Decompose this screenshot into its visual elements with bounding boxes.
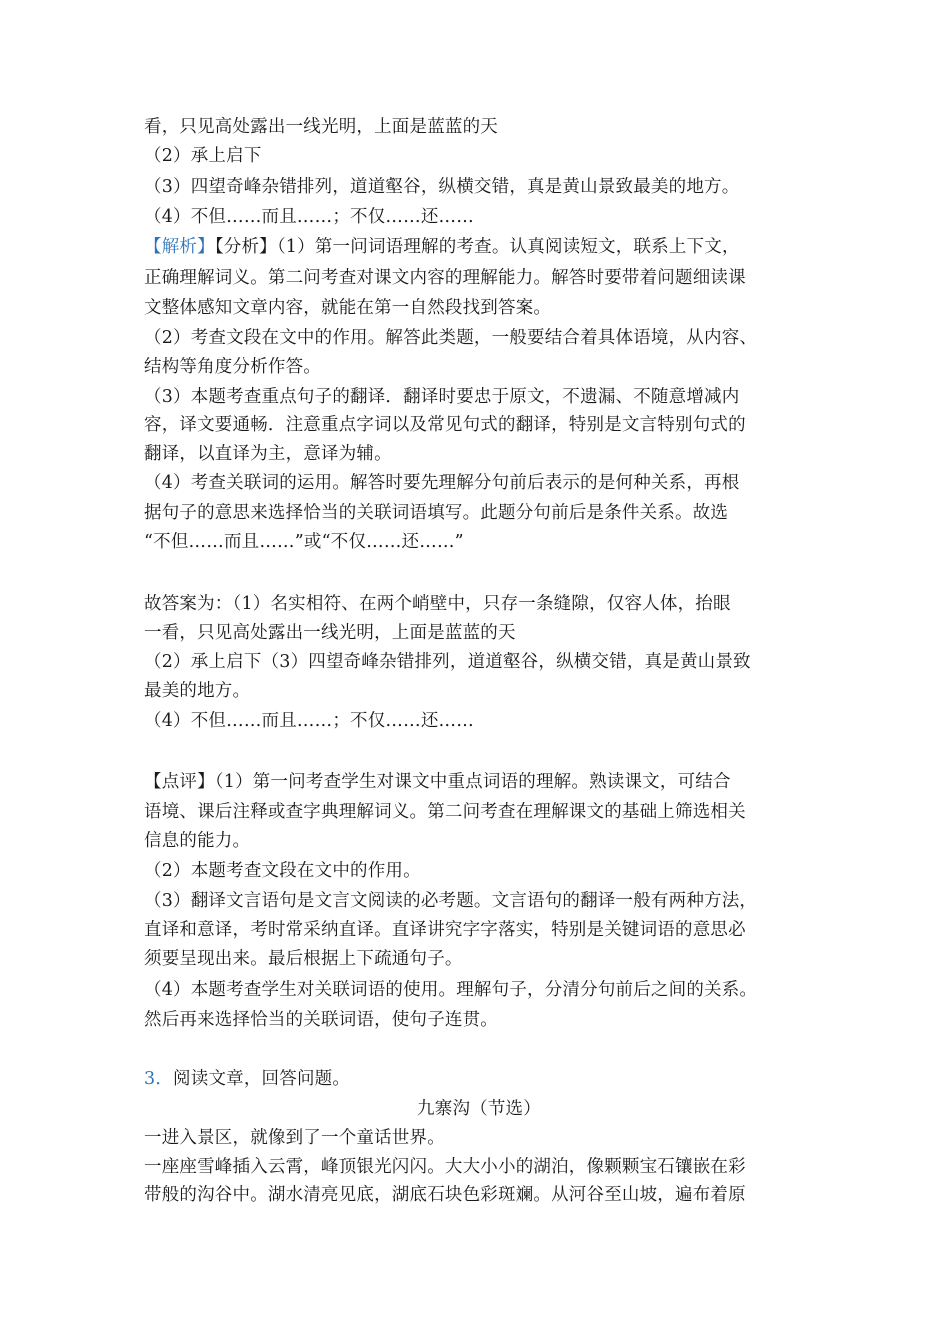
analysis-line: （4）考查关联词的运用。解答时要先理解分句前后表示的是何种关系，再根 — [144, 473, 740, 493]
analysis-line: “不但……而且……”或“不仅……还……” — [144, 532, 464, 552]
answer-line-3: （3）四望奇峰杂错排列，道道壑谷，纵横交错，真是黄山景致最美的地方。 — [144, 177, 740, 197]
comment-line: （3）翻译文言语句是文言文阅读的必考题。文言语句的翻译一般有两种方法， — [144, 891, 758, 911]
answer-summary-line: （2）承上启下（3）四望奇峰杂错排列，道道壑谷，纵横交错，真是黄山景致 — [144, 652, 751, 672]
answer-line-2: （2）承上启下 — [144, 146, 262, 166]
passage-title: 九寨沟（节选） — [417, 1099, 541, 1119]
comment-line: 须要呈现出来。最后根据上下疏通句子。 — [144, 949, 463, 969]
comment-line: 直译和意译，考时常采纳直译。直译讲究字字落实，特别是关键词语的意思必 — [144, 920, 746, 940]
analysis-line: 据句子的意思来选择恰当的关联词语填写。此题分句前后是条件关系。故选 — [144, 503, 729, 523]
analysis-tag: 【解析】 — [144, 237, 215, 257]
question-prompt: 阅读文章，回答问题。 — [173, 1069, 351, 1089]
analysis-line: 文整体感知文章内容，就能在第一自然段找到答案。 — [144, 298, 552, 318]
answer-summary-line: 一看，只见高处露出一线光明，上面是蓝蓝的天 — [144, 623, 516, 643]
comment-line: （2）本题考查文段在文中的作用。 — [144, 861, 421, 881]
answer-line-1-tail: 看，只见高处露出一线光明，上面是蓝蓝的天 — [144, 117, 498, 137]
analysis-line: 翻译，以直译为主，意译为辅。 — [144, 444, 392, 464]
question-3-heading — [144, 1065, 814, 1093]
analysis-first-line — [144, 233, 814, 261]
analysis-line: 正确理解词义。第二问考查对课文内容的理解能力。解答时要带着问题细读课 — [144, 268, 746, 288]
passage-line: 一座座雪峰插入云霄，峰顶银光闪闪。大大小小的湖泊，像颗颗宝石镶嵌在彩 — [144, 1157, 746, 1177]
analysis-first-text: 【分析】（1）第一问词语理解的考查。认真阅读短文，联系上下文， — [214, 237, 740, 257]
analysis-line: （3）本题考查重点句子的翻译．翻译时要忠于原文，不遗漏、不随意增减内 — [144, 387, 740, 407]
answer-summary-line: 最美的地方。 — [144, 681, 251, 701]
comment-line: 然后再来选择恰当的关联词语，使句子连贯。 — [144, 1010, 498, 1030]
comment-line: （4）本题考查学生对关联词语的使用。理解句子，分清分句前后之间的关系。 — [144, 980, 758, 1000]
analysis-line: 容，译文要通畅．注意重点字词以及常见句式的翻译，特别是文言特别句式的 — [144, 415, 746, 435]
answer-summary-line: （4）不但……而且……；不仅……还…… — [144, 711, 474, 731]
answer-line-4: （4）不但……而且……；不仅……还…… — [144, 207, 474, 227]
passage-line: 一进入景区，就像到了一个童话世界。 — [144, 1128, 445, 1148]
question-number: 3． — [144, 1069, 174, 1089]
analysis-line: （2）考查文段在文中的作用。解答此类题，一般要结合着具体语境，从内容、 — [144, 328, 758, 348]
analysis-line: 结构等角度分析作答。 — [144, 357, 321, 377]
answer-summary-line: 故答案为：（1）名实相符、在两个峭壁中，只存一条缝隙，仅容人体，抬眼 — [144, 594, 731, 614]
comment-line: 信息的能力。 — [144, 831, 251, 851]
comment-line: 语境、课后注释或查字典理解词义。第二问考查在理解课文的基础上筛选相关 — [144, 802, 746, 822]
comment-line: 【点评】（1）第一问考查学生对课文中重点词语的理解。熟读课文，可结合 — [144, 772, 731, 792]
passage-line: 带般的沟谷中。湖水清亮见底，湖底石块色彩斑斓。从河谷至山坡，遍布着原 — [144, 1185, 746, 1205]
